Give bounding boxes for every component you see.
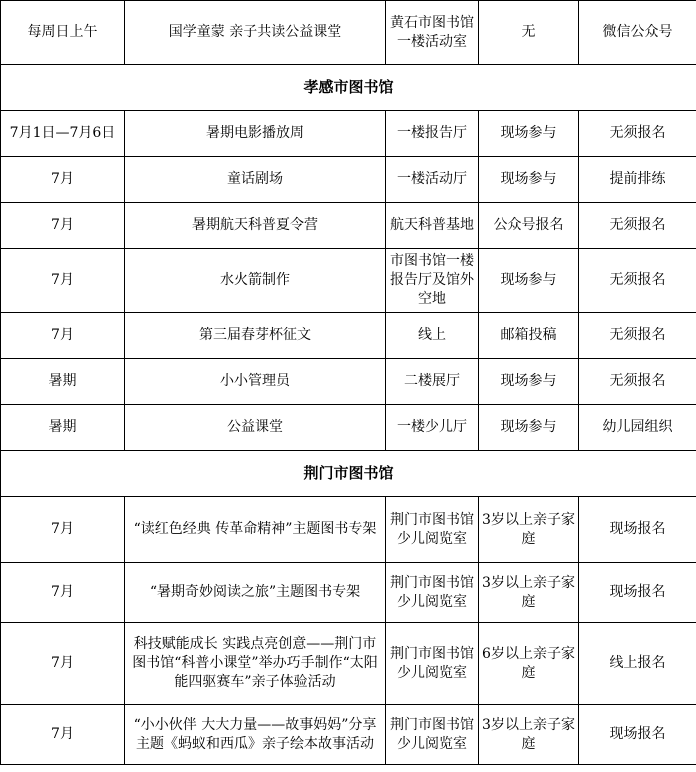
- location-cell: 荆门市图书馆少儿阅览室: [386, 623, 479, 705]
- registration-cell: 现场报名: [579, 705, 696, 765]
- section-title: 孝感市图书馆: [1, 65, 696, 111]
- activity-cell: 科技赋能成长 实践点亮创意——荆门市图书馆“科普小课堂”举办巧手制作“太阳能四驱赛车”亲子体验活动: [125, 623, 386, 705]
- registration-cell: 幼儿园组织: [579, 405, 696, 451]
- participation-cell: 无: [479, 1, 579, 65]
- participation-cell: 现场参与: [479, 111, 579, 157]
- activity-cell: 暑期电影播放周: [125, 111, 386, 157]
- table-row: [1, 563, 696, 623]
- location-cell: 线上: [386, 313, 479, 359]
- date-cell: 7月: [1, 249, 125, 313]
- registration-cell: 提前排练: [579, 157, 696, 203]
- table-row: [1, 359, 696, 405]
- section-header-row: [1, 451, 696, 497]
- participation-cell: 6岁以上亲子家庭: [479, 623, 579, 705]
- registration-cell: 微信公众号: [579, 1, 696, 65]
- activity-cell: “小小伙伴 大大力量——故事妈妈”分享主题《蚂蚁和西瓜》亲子绘本故事活动: [125, 705, 386, 765]
- date-cell: 7月: [1, 313, 125, 359]
- section-header-row: [1, 65, 696, 111]
- participation-cell: 3岁以上亲子家庭: [479, 563, 579, 623]
- activity-cell: “读红色经典 传革命精神”主题图书专架: [125, 497, 386, 563]
- date-cell: 7月1日—7月6日: [1, 111, 125, 157]
- registration-cell: 无须报名: [579, 359, 696, 405]
- table-row: [1, 157, 696, 203]
- location-cell: 航天科普基地: [386, 203, 479, 249]
- registration-cell: 无须报名: [579, 111, 696, 157]
- date-cell: 暑期: [1, 405, 125, 451]
- date-cell: 7月: [1, 497, 125, 563]
- location-cell: 黄石市图书馆一楼活动室: [386, 1, 479, 65]
- activity-cell: “暑期奇妙阅读之旅”主题图书专架: [125, 563, 386, 623]
- date-cell: 7月: [1, 157, 125, 203]
- activity-cell: 公益课堂: [125, 405, 386, 451]
- participation-cell: 邮箱投稿: [479, 313, 579, 359]
- table-row: [1, 623, 696, 705]
- location-cell: 荆门市图书馆少儿阅览室: [386, 497, 479, 563]
- registration-cell: 无须报名: [579, 203, 696, 249]
- date-cell: 每周日上午: [1, 1, 125, 65]
- date-cell: 7月: [1, 203, 125, 249]
- registration-cell: 现场报名: [579, 563, 696, 623]
- participation-cell: 现场参与: [479, 249, 579, 313]
- location-cell: 一楼少儿厅: [386, 405, 479, 451]
- participation-cell: 公众号报名: [479, 203, 579, 249]
- registration-cell: 无须报名: [579, 249, 696, 313]
- table-row: [1, 111, 696, 157]
- date-cell: 7月: [1, 563, 125, 623]
- activity-cell: 小小管理员: [125, 359, 386, 405]
- registration-cell: 无须报名: [579, 313, 696, 359]
- participation-cell: 3岁以上亲子家庭: [479, 705, 579, 765]
- activity-cell: 国学童蒙 亲子共读公益课堂: [125, 1, 386, 65]
- participation-cell: 3岁以上亲子家庭: [479, 497, 579, 563]
- location-cell: 荆门市图书馆少儿阅览室: [386, 563, 479, 623]
- location-cell: 一楼报告厅: [386, 111, 479, 157]
- date-cell: 7月: [1, 705, 125, 765]
- table-row: [1, 203, 696, 249]
- location-cell: 荆门市图书馆少儿阅览室: [386, 705, 479, 765]
- date-cell: 7月: [1, 623, 125, 705]
- section-title: 荆门市图书馆: [1, 451, 696, 497]
- table-row: [1, 497, 696, 563]
- table-row: [1, 705, 696, 765]
- activity-cell: 第三届春芽杯征文: [125, 313, 386, 359]
- activity-cell: 暑期航天科普夏令营: [125, 203, 386, 249]
- activity-cell: 水火箭制作: [125, 249, 386, 313]
- registration-cell: 线上报名: [579, 623, 696, 705]
- activity-cell: 童话剧场: [125, 157, 386, 203]
- participation-cell: 现场参与: [479, 405, 579, 451]
- registration-cell: 现场报名: [579, 497, 696, 563]
- table-row: [1, 1, 696, 65]
- participation-cell: 现场参与: [479, 157, 579, 203]
- location-cell: 一楼活动厅: [386, 157, 479, 203]
- date-cell: 暑期: [1, 359, 125, 405]
- table-row: [1, 249, 696, 313]
- table-row: [1, 405, 696, 451]
- table-row: [1, 313, 696, 359]
- location-cell: 二楼展厅: [386, 359, 479, 405]
- participation-cell: 现场参与: [479, 359, 579, 405]
- location-cell: 市图书馆一楼报告厅及馆外空地: [386, 249, 479, 313]
